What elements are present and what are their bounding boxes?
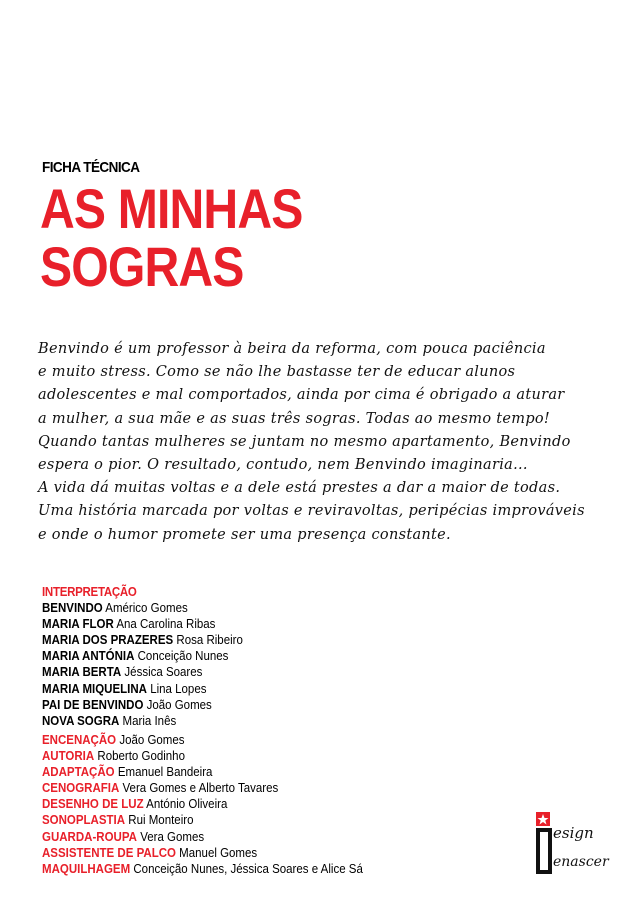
synopsis-line: Uma história marcada por voltas e reviravoltas, peripécias improváveis: [38, 503, 585, 520]
crew-role: GUARDA-ROUPA: [42, 829, 137, 844]
cast-item: [42, 632, 243, 648]
cast-name: Rosa Ribeiro: [176, 633, 243, 648]
cast-name: Conceição Nunes: [137, 649, 229, 664]
crew-item: [42, 780, 363, 796]
logo-frame: [536, 828, 552, 874]
crew-item: [42, 796, 363, 812]
cast-name: Jéssica Soares: [124, 665, 203, 680]
crew-name: Conceição Nunes, Jéssica Soares e Alice Sá: [133, 861, 363, 876]
cast-name: Maria Inês: [122, 713, 177, 728]
cast-item: [42, 664, 243, 680]
play-title: [40, 177, 303, 298]
crew-name: Roberto Godinho: [97, 749, 185, 764]
cast-item: [42, 600, 243, 616]
cast-item: [42, 648, 243, 664]
cast-name: João Gomes: [146, 697, 212, 712]
crew-name: António Oliveira: [146, 797, 228, 812]
synopsis-line: a mulher, a sua mãe e as suas três sogras. Todas ao mesmo tempo!: [38, 410, 551, 427]
design-renascer-logo: [534, 808, 609, 878]
cast-name: Lina Lopes: [150, 681, 207, 696]
crew-item: [42, 861, 363, 877]
crew-role: ENCENAÇÃO: [42, 733, 117, 747]
crew-role: ASSISTENTE DE PALCO: [42, 845, 176, 860]
title-line-2: SOGRAS: [40, 235, 244, 298]
crew-item: [42, 732, 363, 748]
title-line-1: AS MINHAS: [40, 177, 303, 240]
crew-item: [42, 845, 363, 861]
cast-role: PAI DE BENVINDO: [42, 697, 144, 712]
synopsis-line: Benvindo é um professor à beira da reforma, com pouca paciência: [38, 341, 546, 357]
crew-role: MAQUILHAGEM: [42, 861, 131, 876]
synopsis-line: adolescentes e mal comportados, ainda por cima é obrigado a aturar: [38, 387, 565, 404]
crew-role: SONOPLASTIA: [42, 813, 126, 828]
cast-role: MARIA FLOR: [42, 617, 114, 632]
synopsis: [38, 338, 598, 547]
crew-list: [42, 732, 363, 877]
cast-role: MARIA BERTA: [42, 665, 122, 680]
crew-item: [42, 812, 363, 828]
crew-role: DESENHO DE LUZ: [42, 797, 144, 812]
synopsis-line: A vida dá muitas voltas e a dele está prestes a dar a maior de todas.: [38, 480, 561, 497]
cast-section-label: INTERPRETAÇÃO: [42, 585, 137, 599]
crew-role: ADAPTAÇÃO: [42, 765, 115, 780]
cast-role: MARIA ANTÓNIA: [42, 649, 135, 664]
crew-name: João Gomes: [119, 733, 185, 747]
cast-item: [42, 681, 243, 697]
logo-graphic: [534, 808, 609, 878]
synopsis-line: e onde o humor promete ser uma presença constante.: [38, 526, 451, 543]
cast-name: Américo Gomes: [105, 601, 188, 616]
synopsis-line: Quando tantas mulheres se juntam no mesmo apartamento, Benvindo: [38, 433, 571, 450]
ficha-tecnica-label: FICHA TÉCNICA: [42, 159, 140, 176]
cast-item: [42, 616, 243, 632]
cast-role: MARIA DOS PRAZERES: [42, 633, 174, 648]
cast-item: [42, 713, 243, 729]
cast-role: NOVA SOGRA: [42, 713, 120, 728]
crew-item: [42, 748, 363, 764]
crew-role: AUTORIA: [42, 749, 95, 764]
cast-role: BENVINDO: [42, 601, 103, 616]
cast-list: [42, 584, 243, 729]
crew-name: Emanuel Bandeira: [117, 765, 213, 780]
logo-text-line-1: esign: [553, 824, 594, 842]
cast-role: MARIA MIQUELINA: [42, 681, 147, 696]
crew-name: Manuel Gomes: [179, 845, 258, 860]
crew-item: [42, 829, 363, 845]
synopsis-line: espera o pior. O resultado, contudo, nem Benvindo imaginaria...: [38, 457, 528, 474]
crew-name: Vera Gomes: [140, 829, 205, 844]
logo-text-line-2: enascer: [553, 854, 609, 870]
cast-item: [42, 697, 243, 713]
crew-name: Rui Monteiro: [128, 813, 194, 828]
crew-item: [42, 764, 363, 780]
crew-name: Vera Gomes e Alberto Tavares: [122, 781, 279, 796]
synopsis-line: e muito stress. Como se não lhe bastasse ter de educar alunos: [38, 364, 516, 381]
cast-name: Ana Carolina Ribas: [116, 617, 216, 632]
crew-role: CENOGRAFIA: [42, 781, 120, 796]
